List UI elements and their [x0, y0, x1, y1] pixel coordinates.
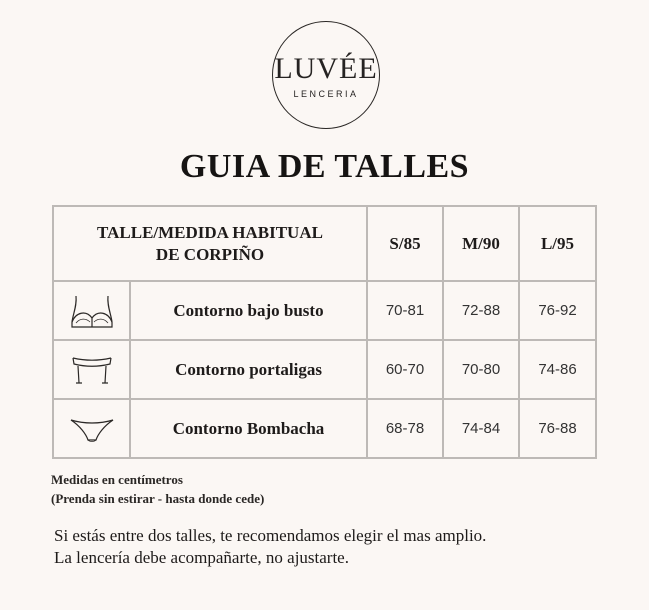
size-header: L/95	[519, 206, 596, 281]
measurement-notes	[51, 470, 264, 508]
size-value: 74-86	[519, 340, 596, 399]
garter-belt-icon	[53, 340, 130, 399]
size-header: S/85	[367, 206, 443, 281]
size-value: 76-92	[519, 281, 596, 340]
size-header: M/90	[443, 206, 519, 281]
header-label	[53, 206, 367, 281]
size-value: 72-88	[443, 281, 519, 340]
row-label: Contorno bajo busto	[130, 281, 367, 340]
table-row	[53, 340, 596, 399]
size-value: 74-84	[443, 399, 519, 458]
size-value: 76-88	[519, 399, 596, 458]
size-value: 70-81	[367, 281, 443, 340]
page-title: GUIA DE TALLES	[179, 148, 470, 185]
size-guide-table	[52, 205, 597, 459]
size-value: 70-80	[443, 340, 519, 399]
row-label: Contorno Bombacha	[130, 399, 367, 458]
advice-line: Si estás entre dos talles, te recomendamos elegir el mas amplio.	[54, 526, 487, 545]
size-value: 68-78	[367, 399, 443, 458]
table-row	[53, 281, 596, 340]
logo-subtitle: LENCERIA	[293, 89, 359, 99]
size-advice	[54, 525, 486, 569]
row-label: Contorno portaligas	[130, 340, 367, 399]
table-header-row	[53, 206, 596, 281]
notes-line: Medidas en centímetros	[51, 472, 183, 487]
advice-line: La lencería debe acompañarte, no ajustarte.	[54, 548, 349, 567]
brand-logo	[272, 21, 380, 129]
header-label-text: TALLE/MEDIDA HABITUAL DE CORPIÑO	[97, 222, 323, 264]
size-value: 60-70	[367, 340, 443, 399]
panty-icon	[53, 399, 130, 458]
bra-icon	[53, 281, 130, 340]
logo-name: LUVÉE	[274, 52, 378, 85]
notes-line: (Prenda sin estirar - hasta donde cede)	[51, 491, 265, 506]
table-row	[53, 399, 596, 458]
